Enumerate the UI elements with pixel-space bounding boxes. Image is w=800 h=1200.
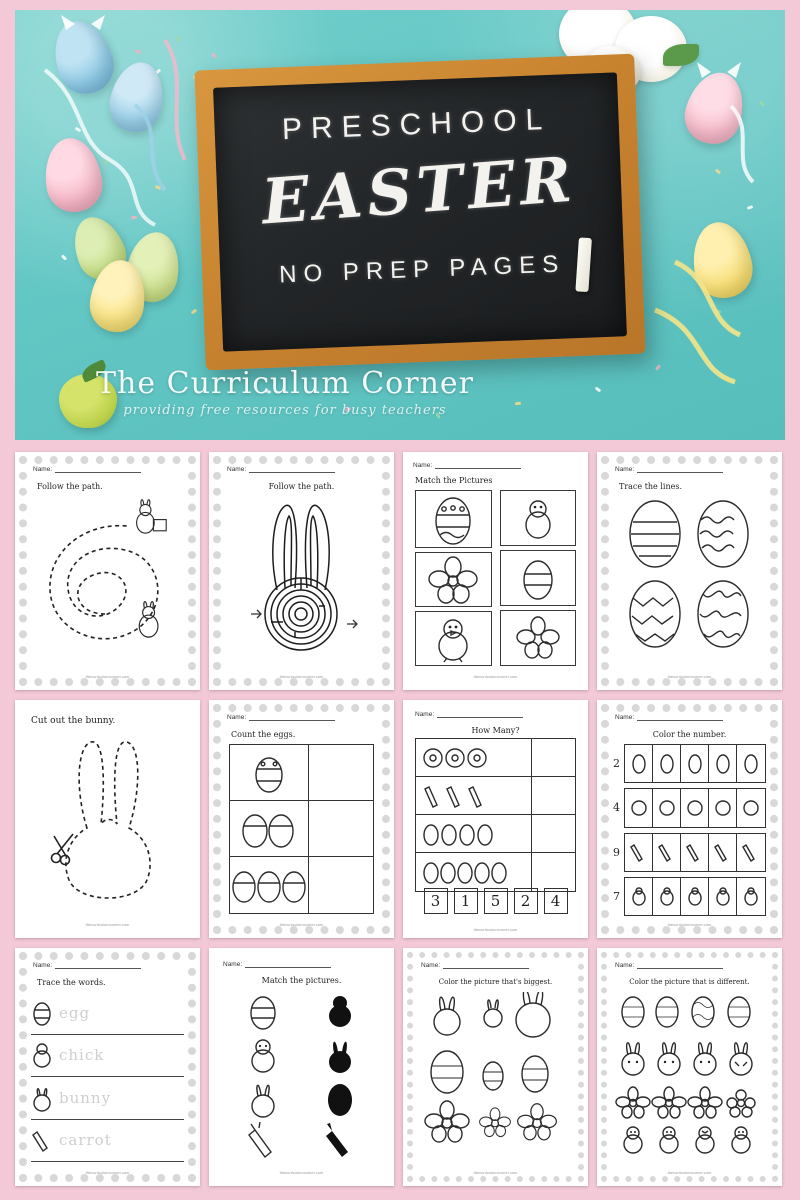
match-option-flower — [500, 610, 577, 666]
worksheet-thumb-trace-the-words[interactable] — [15, 948, 200, 1186]
name-field — [415, 710, 523, 718]
worksheet-title: Color the picture that's biggest. — [438, 978, 553, 986]
worksheet-content — [415, 738, 576, 892]
brand-watermark — [75, 366, 495, 418]
worksheet-thumb-color-the-different[interactable] — [597, 948, 782, 1186]
hero-line-2: EASTER — [259, 142, 579, 239]
worksheet-footer: thecurriculumcorner.com — [667, 674, 712, 679]
match-item-flower — [415, 552, 492, 607]
shadow-match-right-column — [302, 990, 379, 1164]
worksheet-thumb-trace-the-lines[interactable] — [597, 452, 782, 690]
worksheet-footer: thecurriculumcorner.com — [85, 922, 130, 927]
trace-word-2: bunny — [59, 1088, 112, 1107]
worksheet-content — [415, 490, 576, 666]
trace-word-1: chick — [59, 1046, 105, 1065]
worksheet-thumb-match-the-pictures[interactable] — [403, 452, 588, 690]
worksheet-title: Follow the path. — [268, 482, 335, 491]
name-label: Name: — [33, 466, 53, 473]
number-choices — [421, 888, 570, 914]
worksheet-thumb-follow-the-path-spiral[interactable] — [15, 452, 200, 690]
count-row-3-picture — [230, 857, 309, 913]
worksheet-content — [421, 992, 570, 1164]
name-blank-line[interactable] — [637, 465, 723, 473]
color-number-row-1 — [613, 744, 766, 783]
worksheet-grid — [15, 452, 785, 1186]
worksheet-content — [225, 990, 378, 1164]
chalkboard-frame — [194, 54, 645, 371]
worksheet-thumb-follow-the-path-bunny-maze[interactable] — [209, 452, 394, 690]
worksheet-title: Color the number. — [652, 730, 727, 739]
name-label: Name: — [33, 962, 53, 969]
number-choice-0[interactable]: 3 — [424, 888, 448, 914]
count-row-3-answer[interactable] — [309, 857, 373, 913]
name-blank-line[interactable] — [437, 710, 523, 718]
name-blank-line[interactable] — [443, 961, 529, 969]
match-item-egg — [415, 490, 492, 548]
worksheet-footer: thecurriculumcorner.com — [279, 922, 324, 927]
worksheet-title: How Many? — [471, 726, 520, 735]
row-number-3: 7 — [613, 889, 620, 903]
worksheet-footer: thecurriculumcorner.com — [473, 674, 518, 679]
howmany-row-3-picture — [416, 815, 532, 853]
chalkboard-surface — [213, 72, 627, 351]
worksheet-title: Follow the path. — [37, 482, 103, 491]
name-field — [227, 465, 335, 473]
worksheet-title: Cut out the bunny. — [31, 716, 116, 726]
name-field — [413, 461, 521, 469]
name-field — [615, 713, 723, 721]
worksheet-content — [35, 494, 180, 668]
worksheet-thumb-match-the-pictures-shadows[interactable] — [209, 948, 394, 1186]
howmany-row-4-answer[interactable] — [532, 853, 575, 891]
row-number-1: 4 — [613, 801, 620, 815]
howmany-row-1-picture — [416, 739, 532, 777]
trace-word-3: carrot — [59, 1131, 112, 1150]
number-choice-2[interactable]: 5 — [484, 888, 508, 914]
hero-line-1: PRESCHOOL — [281, 102, 552, 147]
row-number-0: 2 — [613, 757, 620, 771]
worksheet-content — [229, 744, 374, 914]
worksheet-thumb-count-the-eggs[interactable] — [209, 700, 394, 938]
shadow-match-left-column — [225, 990, 302, 1164]
name-blank-line[interactable] — [249, 713, 335, 721]
name-blank-line[interactable] — [245, 960, 331, 968]
match-option-chick — [500, 490, 577, 546]
worksheet-content — [31, 992, 184, 1162]
worksheet-footer: thecurriculumcorner.com — [667, 922, 712, 927]
hero-photo — [15, 10, 785, 440]
brand-subtitle: providing free resources for busy teachers — [123, 403, 447, 418]
worksheet-title: Match the Pictures — [415, 476, 493, 485]
name-field — [421, 961, 529, 969]
color-number-row-2 — [613, 788, 766, 827]
name-field — [223, 960, 331, 968]
number-choice-1[interactable]: 1 — [454, 888, 478, 914]
worksheet-title: Trace the words. — [37, 978, 106, 987]
count-row-1-answer[interactable] — [309, 745, 373, 801]
count-row-1-picture — [230, 745, 309, 801]
name-label: Name: — [223, 961, 243, 968]
worksheet-title: Count the eggs. — [231, 730, 296, 739]
trace-row-carrot[interactable] — [31, 1120, 184, 1163]
match-option-egg — [500, 550, 577, 606]
name-label: Name: — [615, 962, 635, 969]
worksheet-footer: thecurriculumcorner.com — [473, 1170, 518, 1175]
worksheet-footer: thecurriculumcorner.com — [473, 927, 518, 932]
worksheet-footer: thecurriculumcorner.com — [279, 674, 324, 679]
name-field — [615, 465, 723, 473]
name-field — [615, 961, 723, 969]
worksheet-thumb-color-the-number[interactable] — [597, 700, 782, 938]
trace-word-0: egg — [59, 1003, 91, 1022]
howmany-row-2-picture — [416, 777, 532, 815]
name-label: Name: — [413, 462, 433, 469]
worksheet-footer: thecurriculumcorner.com — [85, 1170, 130, 1175]
name-label: Name: — [227, 466, 247, 473]
row-number-2: 9 — [613, 845, 620, 859]
name-label: Name: — [615, 466, 635, 473]
name-blank-line[interactable] — [637, 713, 723, 721]
match-item-chick — [415, 611, 492, 666]
name-blank-line[interactable] — [55, 961, 141, 969]
worksheet-content — [35, 732, 180, 916]
trace-row-bunny[interactable] — [31, 1077, 184, 1120]
color-number-row-4 — [613, 877, 766, 916]
color-number-row-3 — [613, 833, 766, 872]
name-label: Name: — [421, 962, 441, 969]
hero-line-3: NO PREP PAGES — [278, 250, 566, 289]
trace-row-chick[interactable] — [31, 1035, 184, 1078]
scissors-icon — [52, 834, 74, 865]
worksheet-footer: thecurriculumcorner.com — [279, 1170, 324, 1175]
name-label: Name: — [227, 714, 247, 721]
worksheet-title: Color the picture that is different. — [629, 978, 750, 986]
worksheet-title: Match the pictures. — [261, 976, 342, 985]
name-blank-line[interactable] — [55, 465, 141, 473]
howmany-row-1-answer[interactable] — [532, 739, 575, 777]
name-blank-line[interactable] — [435, 461, 521, 469]
worksheet-title: Trace the lines. — [619, 482, 682, 491]
name-label: Name: — [415, 711, 435, 718]
worksheet-footer: thecurriculumcorner.com — [667, 1170, 712, 1175]
number-choice-3[interactable]: 2 — [514, 888, 538, 914]
name-field — [33, 961, 141, 969]
worksheet-content — [613, 744, 766, 916]
worksheet-thumb-how-many[interactable] — [403, 700, 588, 938]
worksheet-thumb-cut-out-the-bunny[interactable] — [15, 700, 200, 938]
name-label: Name: — [615, 714, 635, 721]
howmany-row-3-answer[interactable] — [532, 815, 575, 853]
count-row-2-answer[interactable] — [309, 801, 373, 857]
number-choice-4[interactable]: 4 — [544, 888, 568, 914]
name-blank-line[interactable] — [637, 961, 723, 969]
worksheet-thumb-color-the-biggest[interactable] — [403, 948, 588, 1186]
worksheet-content — [229, 494, 374, 668]
howmany-row-4-picture — [416, 853, 532, 891]
name-field — [227, 713, 335, 721]
chalk-stick — [575, 237, 592, 292]
brand-title: The Curriculum Corner — [96, 366, 474, 401]
name-field — [33, 465, 141, 473]
worksheet-content — [613, 992, 766, 1164]
count-row-2-picture — [230, 801, 309, 857]
howmany-row-2-answer[interactable] — [532, 777, 575, 815]
worksheet-footer: thecurriculumcorner.com — [85, 674, 130, 679]
worksheet-content — [617, 494, 762, 668]
name-blank-line[interactable] — [249, 465, 335, 473]
trace-row-egg[interactable] — [31, 992, 184, 1035]
